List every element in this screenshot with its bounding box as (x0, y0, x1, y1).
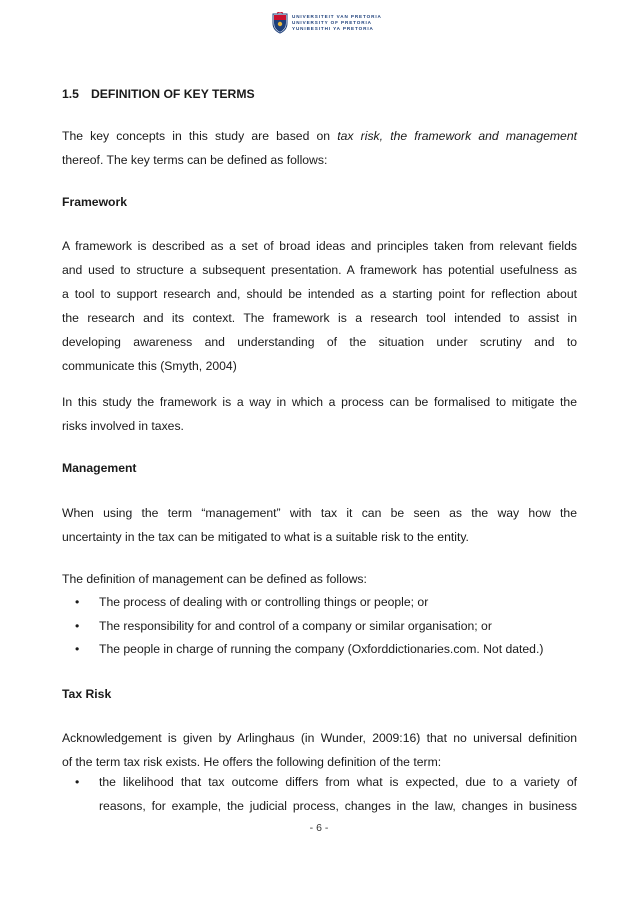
intro-line-2: thereof. The key terms can be defined as follows: (62, 153, 328, 167)
bullet-icon: • (75, 595, 80, 609)
intro-key-concepts: tax risk, the framework and management (337, 129, 578, 143)
page-number: - 6 - (309, 822, 329, 834)
management-paragraph-1 (62, 501, 577, 549)
logo-line-afrikaans: UNIVERSITEIT VAN PRETORIA (292, 14, 382, 19)
list-item (75, 771, 577, 818)
university-logo (272, 11, 382, 35)
list-item (62, 615, 577, 639)
text-line: In this study the framework is a way in which a process can be formalised to mitigate the (62, 395, 577, 409)
bullet-icon: • (75, 642, 80, 656)
university-crest-icon (272, 12, 288, 34)
intro-line-1 (62, 124, 577, 148)
list-item (62, 638, 577, 662)
text-line: When using the term “management” with tax it can be seen as the way how the (62, 506, 577, 520)
bullet-icon: • (75, 775, 80, 789)
text-line: the research and its context. The framework is a research tool intended to assist in (62, 311, 577, 325)
list-item-text: The process of dealing with or controlling things or people; or (99, 595, 429, 609)
section-title: DEFINITION OF KEY TERMS (91, 87, 255, 101)
tax-risk-bullet-list (62, 771, 577, 818)
tax-risk-heading: Tax Risk (62, 687, 112, 701)
section-heading (62, 82, 577, 106)
text-line: communicate this (Smyth, 2004) (62, 359, 237, 373)
text-line: uncertainty in the tax can be mitigated to what is a suitable risk to the entity. (62, 530, 469, 544)
framework-paragraph-2 (62, 390, 577, 438)
logo-text (292, 14, 382, 32)
text-line: the likelihood that tax outcome differs from what is expected, due to a variety of (99, 775, 577, 789)
text-line: and used to structure a subsequent presentation. A framework has potential usefulness as (62, 263, 577, 277)
text-line: developing awareness and understanding of the situation under scrutiny and to (62, 335, 577, 349)
logo-line-sepedi: YUNIBESITHI YA PRETORIA (292, 26, 374, 31)
intro-paragraph (62, 124, 577, 172)
management-bullet-list (62, 591, 577, 662)
bullet-icon: • (75, 618, 80, 633)
text-line: of the term tax risk exists. He offers the following definition of the term: (62, 755, 442, 769)
intro-text: The key concepts in this study are based on (62, 129, 338, 143)
list-item-text: The people in charge of running the company (Oxforddictionaries.com. Not dated.) (99, 642, 544, 656)
framework-paragraph-1 (62, 234, 577, 378)
text-line: risks involved in taxes. (62, 419, 184, 433)
section-number: 1.5 (62, 87, 79, 101)
tax-risk-paragraph (62, 726, 577, 774)
text-line: A framework is described as a set of broad ideas and principles taken from relevant fields (62, 239, 577, 253)
management-heading: Management (62, 461, 137, 475)
text-line: reasons, for example, the judicial process, changes in the law, changes in business (99, 798, 577, 813)
text-line: a tool to support research and, should be intended as a starting point for reflection about (62, 287, 577, 301)
logo-line-english: UNIVERSITY OF PRETORIA (292, 20, 372, 25)
management-paragraph-2: The definition of management can be defined as follows: (62, 572, 367, 586)
framework-heading: Framework (62, 195, 128, 209)
text-line: Acknowledgement is given by Arlinghaus (in Wunder, 2009:16) that no universal definition (62, 731, 577, 745)
list-item (62, 591, 577, 615)
list-item-text: The responsibility for and control of a company or similar organisation; or (99, 618, 492, 633)
